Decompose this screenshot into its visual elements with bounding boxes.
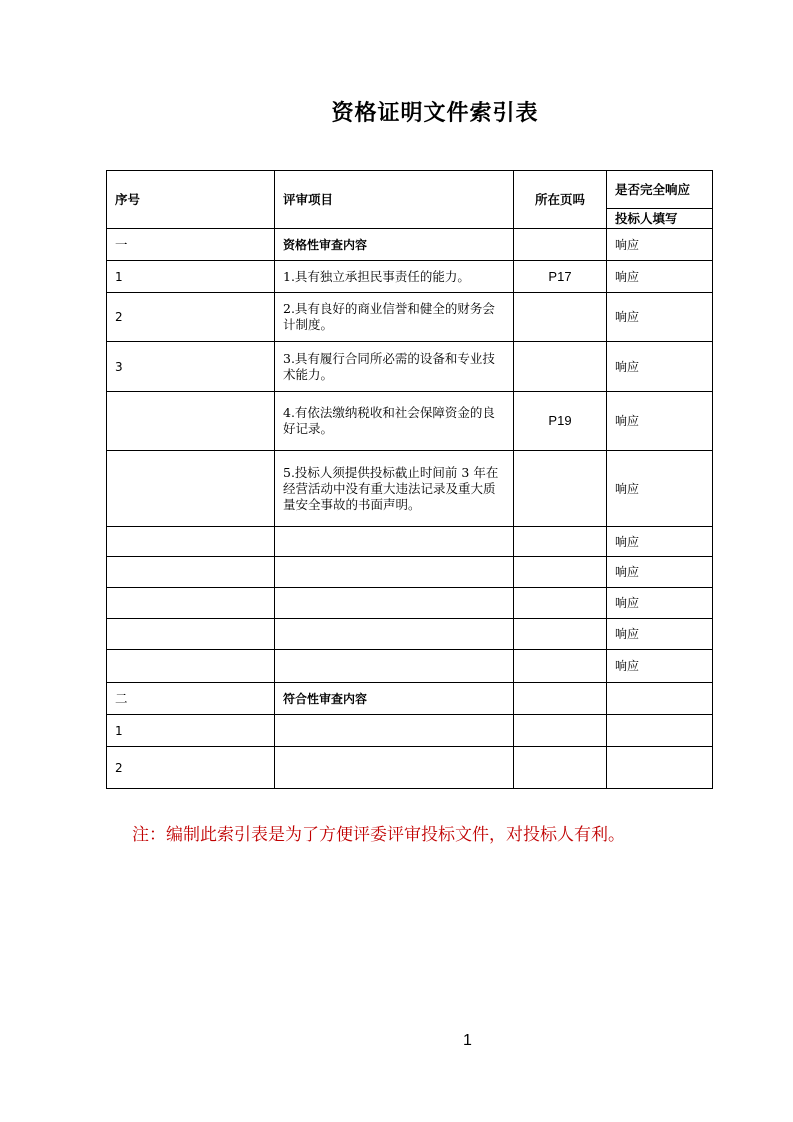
header-seq: 序号 — [107, 171, 275, 229]
row-response: 响应 — [607, 527, 713, 557]
row-item — [275, 715, 514, 747]
row-seq — [107, 557, 275, 588]
row-seq: 1 — [107, 715, 275, 747]
row-page — [514, 557, 607, 588]
row-response: 响应 — [607, 588, 713, 619]
section-response — [607, 683, 713, 715]
table-row — [107, 261, 713, 293]
row-seq — [107, 527, 275, 557]
table-row — [107, 715, 713, 747]
row-item: 4.有依法缴纳税收和社会保障资金的良好记录。 — [275, 392, 514, 451]
table-row — [107, 342, 713, 392]
row-seq — [107, 451, 275, 527]
section-row — [107, 229, 713, 261]
row-response: 响应 — [607, 261, 713, 293]
table-row — [107, 557, 713, 588]
row-page — [514, 527, 607, 557]
row-response: 响应 — [607, 619, 713, 650]
row-response: 响应 — [607, 650, 713, 683]
row-item — [275, 619, 514, 650]
row-page — [514, 650, 607, 683]
header-page: 所在页吗 — [514, 171, 607, 229]
header-filler: 投标人填写 — [607, 209, 713, 229]
row-response: 响应 — [607, 451, 713, 527]
row-page: P17 — [514, 261, 607, 293]
row-seq — [107, 588, 275, 619]
table-row — [107, 293, 713, 342]
row-page — [514, 715, 607, 747]
section-row — [107, 683, 713, 715]
section-seq: 二 — [107, 683, 275, 715]
row-response — [607, 747, 713, 789]
row-item: 3.具有履行合同所必需的设备和专业技术能力。 — [275, 342, 514, 392]
table-row — [107, 650, 713, 683]
row-item: 1.具有独立承担民事责任的能力。 — [275, 261, 514, 293]
row-item: 2.具有良好的商业信誉和健全的财务会计制度。 — [275, 293, 514, 342]
page-title: 资格证明文件索引表 — [331, 101, 539, 126]
row-seq — [107, 619, 275, 650]
row-item — [275, 650, 514, 683]
row-response: 响应 — [607, 557, 713, 588]
row-item — [275, 557, 514, 588]
row-seq: 1 — [107, 261, 275, 293]
section-page — [514, 683, 607, 715]
table-row — [107, 392, 713, 451]
row-item — [275, 588, 514, 619]
row-page: P19 — [514, 392, 607, 451]
row-page — [514, 451, 607, 527]
table-row — [107, 619, 713, 650]
table-row — [107, 451, 713, 527]
row-page — [514, 619, 607, 650]
section-page — [514, 229, 607, 261]
row-seq — [107, 650, 275, 683]
row-item: 5.投标人须提供投标截止时间前 3 年在经营活动中没有重大违法记录及重大质量安全事故的书面声明。 — [275, 451, 514, 527]
row-seq: 2 — [107, 747, 275, 789]
row-response: 响应 — [607, 293, 713, 342]
section-response: 响应 — [607, 229, 713, 261]
page-number: 1 — [463, 1032, 472, 1049]
row-seq: 2 — [107, 293, 275, 342]
row-page — [514, 588, 607, 619]
row-page — [514, 342, 607, 392]
row-item — [275, 527, 514, 557]
row-item — [275, 747, 514, 789]
index-table — [106, 170, 713, 789]
row-seq — [107, 392, 275, 451]
row-response — [607, 715, 713, 747]
row-response: 响应 — [607, 342, 713, 392]
row-page — [514, 293, 607, 342]
section-seq: 一 — [107, 229, 275, 261]
row-page — [514, 747, 607, 789]
section-title: 符合性审查内容 — [275, 683, 514, 715]
section-title: 资格性审查内容 — [275, 229, 514, 261]
row-response: 响应 — [607, 392, 713, 451]
table-row — [107, 527, 713, 557]
table-row — [107, 588, 713, 619]
row-seq: 3 — [107, 342, 275, 392]
header-item: 评审项目 — [275, 171, 514, 229]
note-text: 注：编制此索引表是为了方便评委评审投标文件，对投标人有利。 — [132, 825, 625, 845]
table-row — [107, 747, 713, 789]
header-response: 是否完全响应 — [607, 171, 713, 209]
